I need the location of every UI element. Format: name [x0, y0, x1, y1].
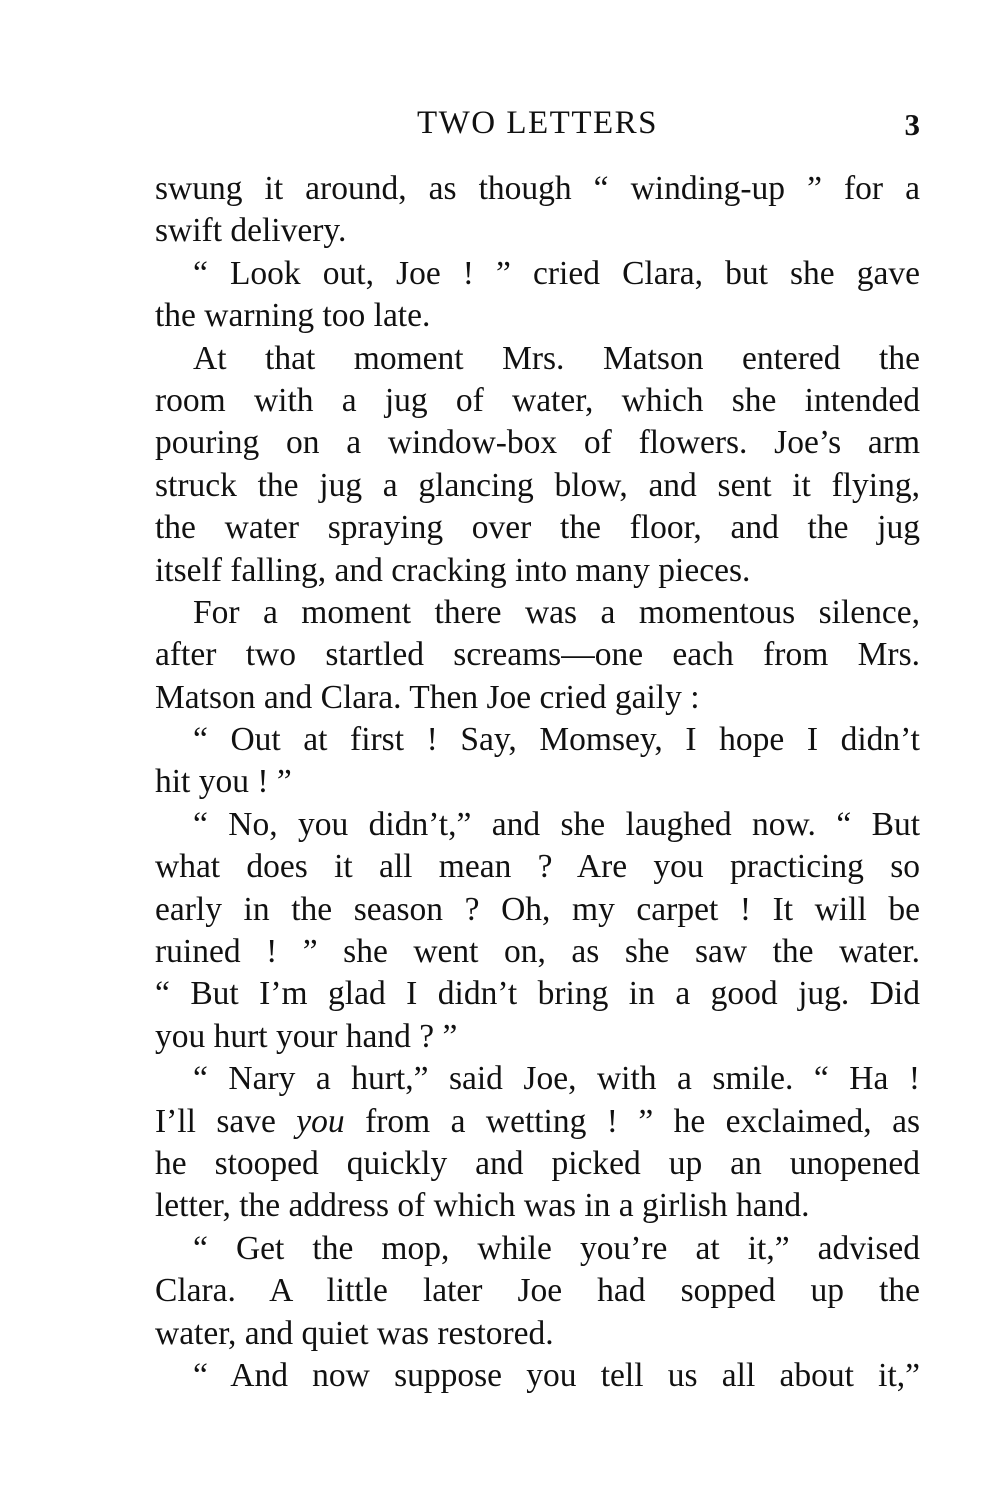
body-text: [155, 168, 920, 1397]
text-line: hit you ! ”: [155, 763, 292, 801]
text-line: At that moment Mrs. Matson entered the: [193, 339, 920, 377]
text-line: “ No, you didn’t,” and she laughed now. “ But: [193, 805, 920, 843]
text-line: “ But I’m glad I didn’t bring in a good jug. Did: [155, 975, 920, 1013]
text-line: itself falling, and cracking into many pieces.: [155, 551, 751, 589]
text-line: what does it all mean ? Are you practicing so: [155, 848, 920, 886]
text-line: [155, 1101, 920, 1143]
text-line: “ Look out, Joe ! ” cried Clara, but she gave: [193, 254, 920, 292]
text-line: Matson and Clara. Then Joe cried gaily :: [155, 678, 700, 716]
text-line: For a moment there was a momentous silence,: [193, 593, 920, 631]
text-line: “ Get the mop, while you’re at it,” advised: [193, 1229, 920, 1267]
text-line: swift delivery.: [155, 212, 347, 250]
text-line: “ And now suppose you tell us all about it,”: [193, 1356, 920, 1394]
text-segment: from a wetting ! ” he exclaimed, as: [344, 1102, 920, 1140]
text-line: early in the season ? Oh, my carpet ! It will be: [155, 890, 920, 928]
italic-word: you: [296, 1102, 345, 1140]
text-line: letter, the address of which was in a girlish hand.: [155, 1187, 810, 1225]
text-line: swung it around, as though “ winding-up ” for a: [155, 170, 920, 207]
running-head: [155, 100, 920, 146]
text-line: ruined ! ” she went on, as she saw the water.: [155, 933, 920, 971]
text-line: “ Nary a hurt,” said Joe, with a smile. “ Ha !: [193, 1060, 920, 1098]
text-line: water, and quiet was restored.: [155, 1314, 554, 1352]
text-line: Clara. A little later Joe had sopped up the: [155, 1272, 920, 1310]
text-segment: I’ll save: [155, 1102, 297, 1140]
text-line: after two startled screams—one each from Mrs.: [155, 636, 920, 674]
text-line: room with a jug of water, which she intended: [155, 381, 920, 419]
running-title: TWO LETTERS: [416, 105, 659, 141]
page-number: 3: [904, 107, 920, 142]
text-line: he stooped quickly and picked up an unopened: [155, 1144, 920, 1182]
text-line: the water spraying over the floor, and the jug: [155, 509, 920, 547]
text-line: you hurt your hand ? ”: [155, 1017, 458, 1055]
text-line: “ Out at first ! Say, Momsey, I hope I didn’t: [193, 721, 920, 759]
text-line: struck the jug a glancing blow, and sent it flying,: [155, 466, 920, 504]
text-line: pouring on a window-box of flowers. Joe’s arm: [155, 424, 920, 462]
text-line: the warning too late.: [155, 297, 431, 335]
